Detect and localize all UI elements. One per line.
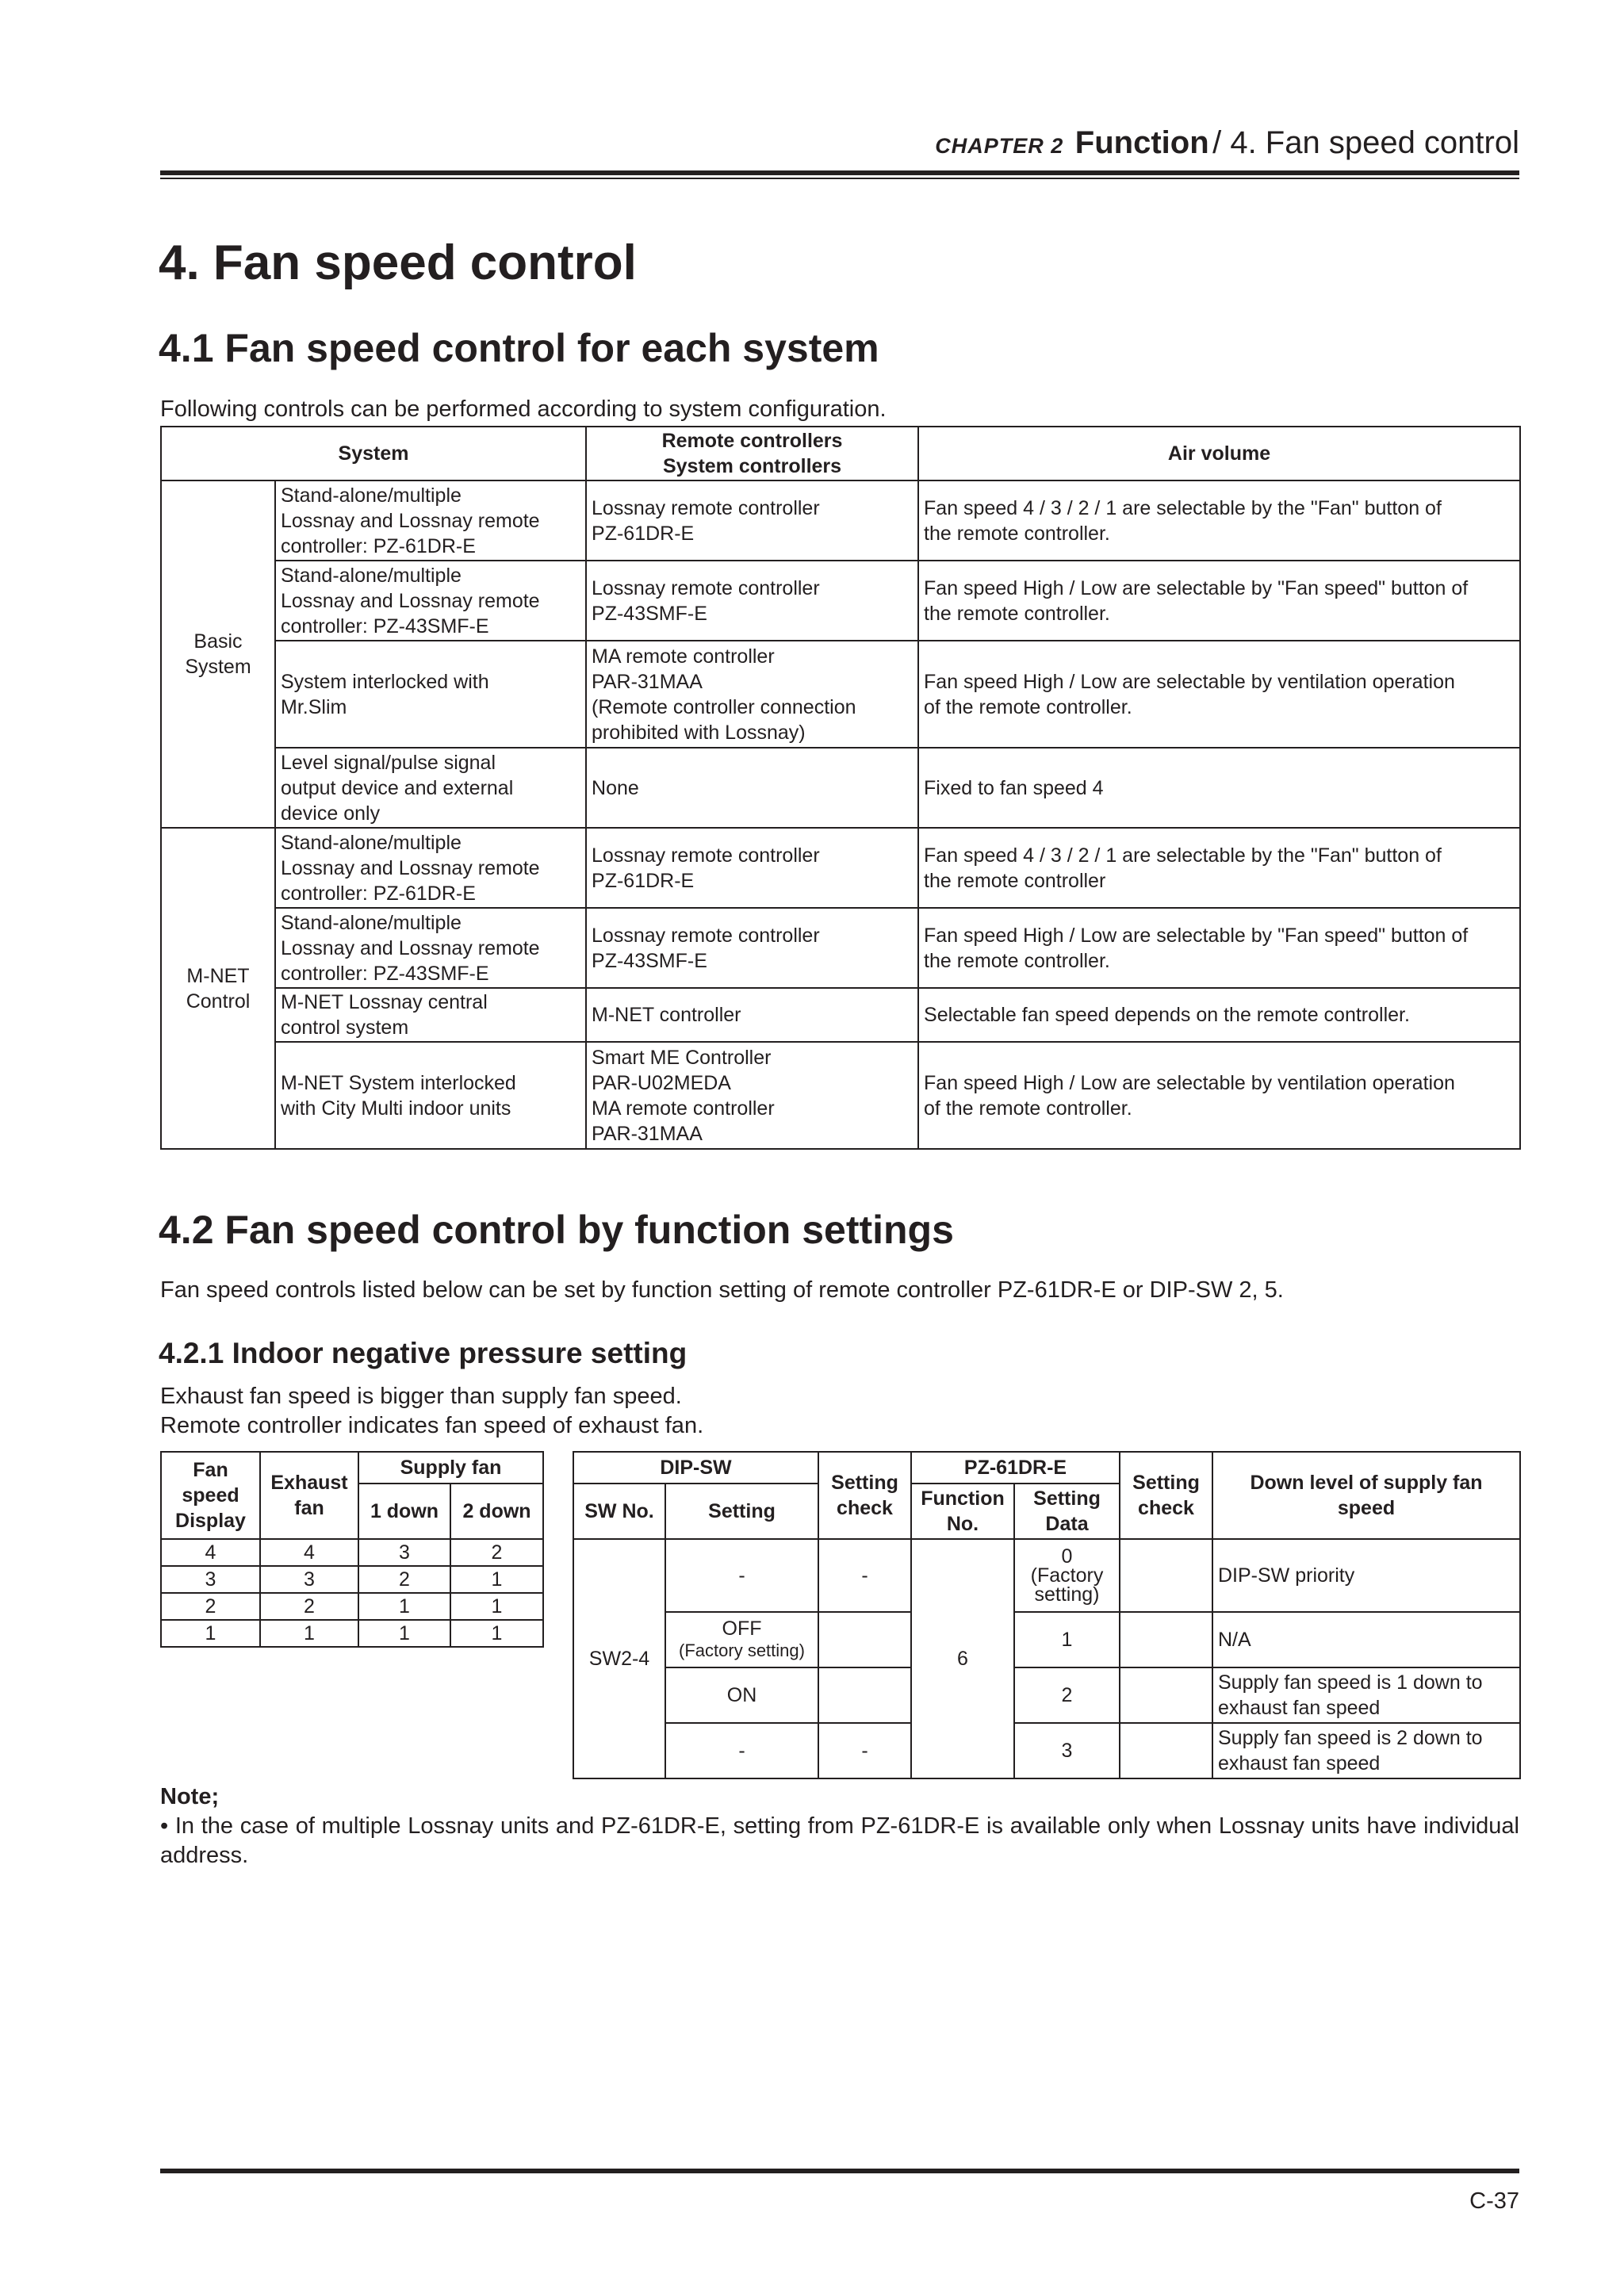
section-41-intro: Following controls can be performed according to system configuration. [160, 396, 887, 422]
section-42-heading: 4.2 Fan speed control by function settings [159, 1208, 954, 1252]
system-cell: Stand-alone/multiple Lossnay and Lossnay remote controller: PZ-61DR-E [275, 828, 586, 908]
check-cell-2 [1120, 1539, 1212, 1612]
down-level-cell: N/A [1212, 1612, 1520, 1667]
table-row [161, 1620, 543, 1647]
remote-cell: None [586, 748, 918, 828]
cell: 3 [260, 1566, 358, 1593]
h-setting-check-2: Setting check [1120, 1452, 1212, 1539]
h-2-down: 2 down [450, 1484, 543, 1539]
section-421-line2: Remote controller indicates fan speed of exhaust fan. [160, 1413, 704, 1438]
setting-data-cell: 0 (Factory setting) [1014, 1539, 1120, 1612]
check-cell-2 [1120, 1667, 1212, 1723]
air-cell: Fan speed 4 / 3 / 2 / 1 are selectable by the "Fan" button of the remote controller [918, 828, 1520, 908]
cell: 3 [161, 1566, 260, 1593]
h-setting-check: Setting check [818, 1452, 911, 1539]
h-supply-fan: Supply fan [358, 1452, 543, 1484]
function-no-cell: 6 [911, 1539, 1014, 1778]
air-cell: Fixed to fan speed 4 [918, 748, 1520, 828]
system-cell: M-NET System interlocked with City Multi indoor units [275, 1042, 586, 1149]
table-row [573, 1612, 1520, 1667]
section-42-intro: Fan speed controls listed below can be set by function setting of remote controller PZ-61DR-E or DIP-SW 2, 5. [160, 1277, 1284, 1303]
page-title: 4. Fan speed control [159, 235, 637, 290]
page-number: C-37 [1469, 2188, 1519, 2214]
cell: 1 [450, 1593, 543, 1620]
chapter-label: CHAPTER 2 [935, 134, 1064, 158]
cell: 3 [358, 1539, 450, 1566]
cell: 4 [161, 1539, 260, 1566]
air-cell: Fan speed 4 / 3 / 2 / 1 are selectable by the "Fan" button of the remote controller. [918, 480, 1520, 561]
col-air-header: Air volume [918, 427, 1520, 480]
cell: 1 [260, 1620, 358, 1647]
table-row [161, 1593, 543, 1620]
cell: 2 [450, 1539, 543, 1566]
table-row [161, 480, 1520, 561]
cell: 2 [161, 1593, 260, 1620]
function-label: Function [1074, 125, 1209, 160]
check-cell: - [818, 1723, 911, 1778]
section-421-line1: Exhaust fan speed is bigger than supply fan speed. [160, 1384, 682, 1409]
table-row [161, 1566, 543, 1593]
header-rule-thin [160, 178, 1519, 179]
down-level-cell: Supply fan speed is 1 down to exhaust fan speed [1212, 1667, 1520, 1723]
remote-cell: Lossnay remote controller PZ-61DR-E [586, 828, 918, 908]
cell: 2 [358, 1566, 450, 1593]
setting-cell: ON [665, 1667, 818, 1723]
check-cell: - [818, 1539, 911, 1612]
chapter-header [160, 125, 1519, 161]
check-cell [818, 1667, 911, 1723]
section-label: / 4. Fan speed control [1212, 125, 1519, 160]
col-system-header: System [161, 427, 586, 480]
remote-cell: Lossnay remote controller PZ-61DR-E [586, 480, 918, 561]
table-row [161, 641, 1520, 748]
system-table [160, 426, 1521, 1150]
air-cell: Fan speed High / Low are selectable by "Fan speed" button of the remote controller. [918, 561, 1520, 641]
table-row [161, 988, 1520, 1042]
check-cell-2 [1120, 1723, 1212, 1778]
setting-data-cell: 1 [1014, 1612, 1120, 1667]
section-421-heading: 4.2.1 Indoor negative pressure setting [159, 1337, 688, 1369]
remote-cell: MA remote controller PAR-31MAA (Remote controller connection prohibited with Lossnay) [586, 641, 918, 748]
system-cell: Stand-alone/multiple Lossnay and Lossnay remote controller: PZ-61DR-E [275, 480, 586, 561]
h-setting: Setting [665, 1484, 818, 1539]
check-cell [818, 1612, 911, 1667]
setting-cell: - [665, 1723, 818, 1778]
remote-cell: Lossnay remote controller PZ-43SMF-E [586, 561, 918, 641]
group-mnet: M-NET Control [161, 828, 275, 1149]
system-cell: Level signal/pulse signal output device and external device only [275, 748, 586, 828]
h-exhaust-fan: Exhaust fan [260, 1452, 358, 1539]
cell: 2 [260, 1593, 358, 1620]
table-row [161, 748, 1520, 828]
table-row [161, 1042, 1520, 1149]
system-cell: Stand-alone/multiple Lossnay and Lossnay remote controller: PZ-43SMF-E [275, 908, 586, 988]
note-text: • In the case of multiple Lossnay units and PZ-61DR-E, setting from PZ-61DR-E is available only when Lossnay units have individual address. [160, 1813, 1519, 1868]
table-row [161, 908, 1520, 988]
h-pz61dr: PZ-61DR-E [911, 1452, 1120, 1484]
note-title: Note; [160, 1784, 220, 1809]
table-row [573, 1723, 1520, 1778]
h-function-no: Function No. [911, 1484, 1014, 1539]
table-row [161, 828, 1520, 908]
table-row [573, 1667, 1520, 1723]
h-setting-data: Setting Data [1014, 1484, 1120, 1539]
down-level-cell: Supply fan speed is 2 down to exhaust fan speed [1212, 1723, 1520, 1778]
system-cell: Stand-alone/multiple Lossnay and Lossnay remote controller: PZ-43SMF-E [275, 561, 586, 641]
setting-data-cell: 2 [1014, 1667, 1120, 1723]
table-row [161, 561, 1520, 641]
footer-rule [160, 2169, 1519, 2173]
h-sw-no: SW No. [573, 1484, 665, 1539]
down-level-cell: DIP-SW priority [1212, 1539, 1520, 1612]
h-fan-speed-display: Fan speed Display [161, 1452, 260, 1539]
air-cell: Fan speed High / Low are selectable by ventilation operation of the remote controller. [918, 641, 1520, 748]
setting-sub: (Factory setting) [679, 1641, 805, 1660]
section-41-heading: 4.1 Fan speed control for each system [159, 326, 879, 370]
setting-data-cell: 3 [1014, 1723, 1120, 1778]
remote-cell: Lossnay remote controller PZ-43SMF-E [586, 908, 918, 988]
cell: 1 [450, 1620, 543, 1647]
cell: 1 [161, 1620, 260, 1647]
setting-value: OFF [722, 1618, 762, 1640]
setting-cell: - [665, 1539, 818, 1612]
cell: 1 [450, 1566, 543, 1593]
col-remote-header: Remote controllers System controllers [586, 427, 918, 480]
remote-cell: Smart ME Controller PAR-U02MEDA MA remote controller PAR-31MAA [586, 1042, 918, 1149]
check-cell-2 [1120, 1612, 1212, 1667]
header-rule [160, 170, 1519, 175]
air-cell: Selectable fan speed depends on the remote controller. [918, 988, 1520, 1042]
h-dip-sw: DIP-SW [573, 1452, 818, 1484]
remote-cell: M-NET controller [586, 988, 918, 1042]
settings-table [573, 1451, 1521, 1779]
air-cell: Fan speed High / Low are selectable by ventilation operation of the remote controller. [918, 1042, 1520, 1149]
table-row [573, 1539, 1520, 1612]
system-cell: System interlocked with Mr.Slim [275, 641, 586, 748]
sw-no-cell: SW2-4 [573, 1539, 665, 1778]
h-down-level: Down level of supply fan speed [1212, 1452, 1520, 1539]
group-basic: Basic System [161, 480, 275, 828]
cell: 1 [358, 1620, 450, 1647]
h-1-down: 1 down [358, 1484, 450, 1539]
setting-cell [665, 1612, 818, 1667]
table-row [161, 1539, 543, 1566]
cell: 1 [358, 1593, 450, 1620]
fan-speed-table [160, 1451, 544, 1648]
system-cell: M-NET Lossnay central control system [275, 988, 586, 1042]
cell: 4 [260, 1539, 358, 1566]
air-cell: Fan speed High / Low are selectable by "Fan speed" button of the remote controller. [918, 908, 1520, 988]
